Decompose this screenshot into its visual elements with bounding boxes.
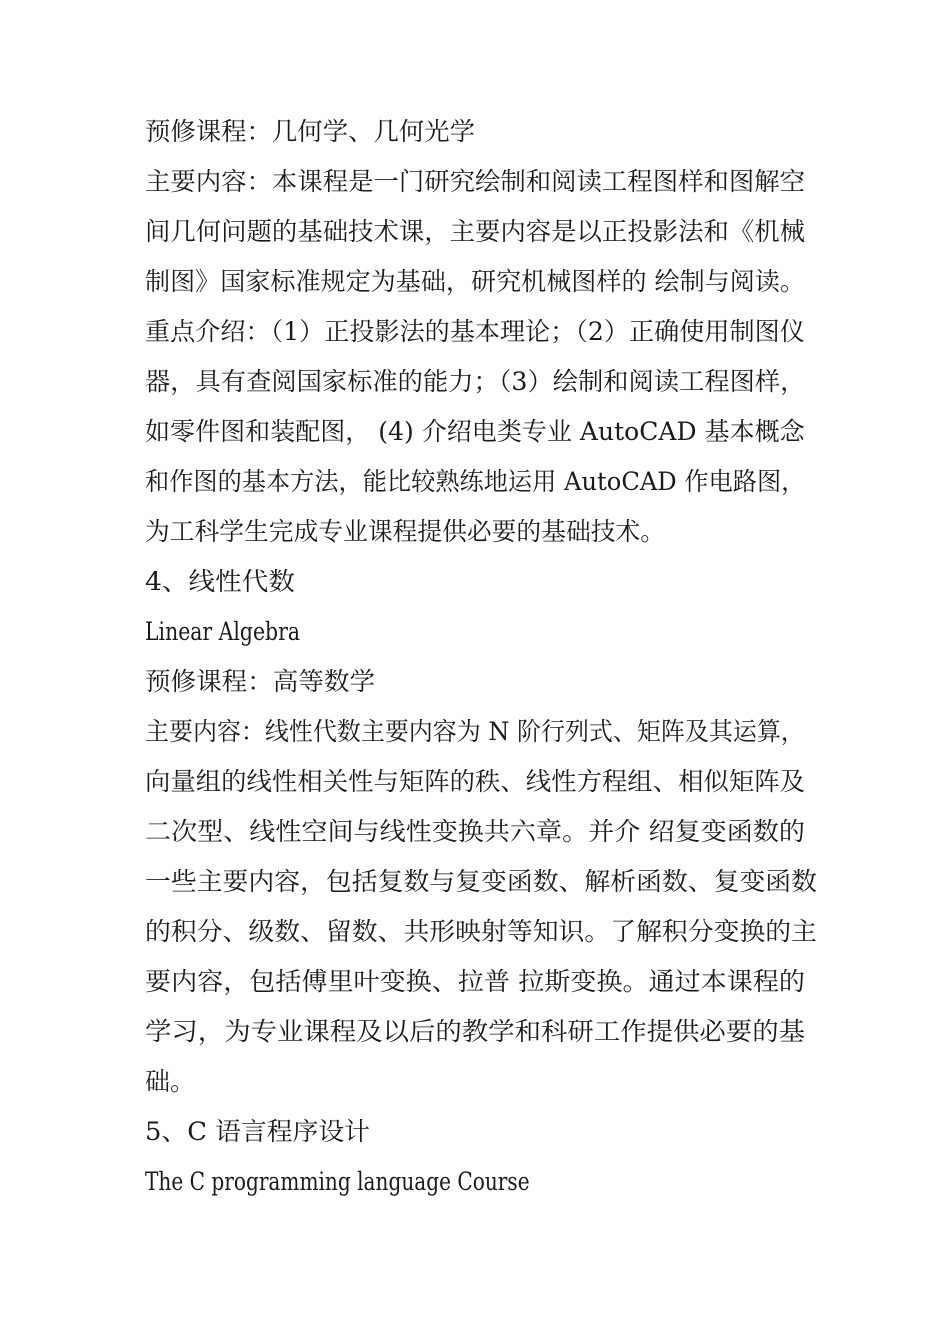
section-heading-linear-algebra: 4、线性代数 (145, 567, 295, 596)
text-line-prereq-geometry: 预修课程：几何学、几何光学 (145, 117, 476, 146)
text-line-la-content-5: 的积分、级数、留数、共形映射等知识。了解积分变换的主 (145, 917, 818, 946)
text-line-content-1: 主要内容：本课程是一门研究绘制和阅读工程图样和图解空 (145, 167, 806, 196)
section-heading-c-language: 5、C 语言程序设计 (145, 1117, 370, 1146)
text-line-content-5: 器，具有查阅国家标准的能力；（3）绘制和阅读工程图样， (145, 367, 806, 396)
text-line-la-content-6: 要内容，包括傅里叶变换、拉普 拉斯变换。通过本课程的 (145, 967, 805, 996)
text-line-content-8: 为工科学生完成专业课程提供必要的基础技术。 (145, 517, 666, 546)
section-english-title-c-language: The C programming language Course (145, 1167, 530, 1196)
text-line-content-7: 和作图的基本方法，能比较熟练地运用 AutoCAD 作电路图， (145, 467, 806, 496)
text-line-prereq-math: 预修课程：高等数学 (145, 667, 376, 696)
text-line-la-content-1: 主要内容：线性代数主要内容为 N 阶行列式、矩阵及其运算， (145, 717, 805, 746)
text-line-content-3: 制图》国家标准规定为基础，研究机械图样的 绘制与阅读。 (145, 267, 805, 296)
text-line-content-2: 间几何问题的基础技术课，主要内容是以正投影法和《机械 (145, 217, 806, 246)
text-line-la-content-4: 一些主要内容，包括复数与复变函数、解析函数、复变函数 (145, 867, 818, 896)
text-line-la-content-2: 向量组的线性相关性与矩阵的秩、线性方程组、相似矩阵及 (145, 767, 806, 796)
text-line-content-4: 重点介绍：（1）正投影法的基本理论；（2）正确使用制图仪 (145, 317, 805, 346)
text-line-la-content-3: 二次型、线性空间与线性变换共六章。并介 绍复变函数的 (145, 817, 805, 846)
text-line-content-6: 如零件图和装配图， (4) 介绍电类专业 AutoCAD 基本概念 (145, 417, 805, 446)
text-line-la-content-8: 础。 (145, 1067, 196, 1096)
text-line-la-content-7: 学习，为专业课程及以后的教学和科研工作提供必要的基 (145, 1017, 806, 1046)
section-english-title-linear-algebra: Linear Algebra (145, 617, 301, 646)
